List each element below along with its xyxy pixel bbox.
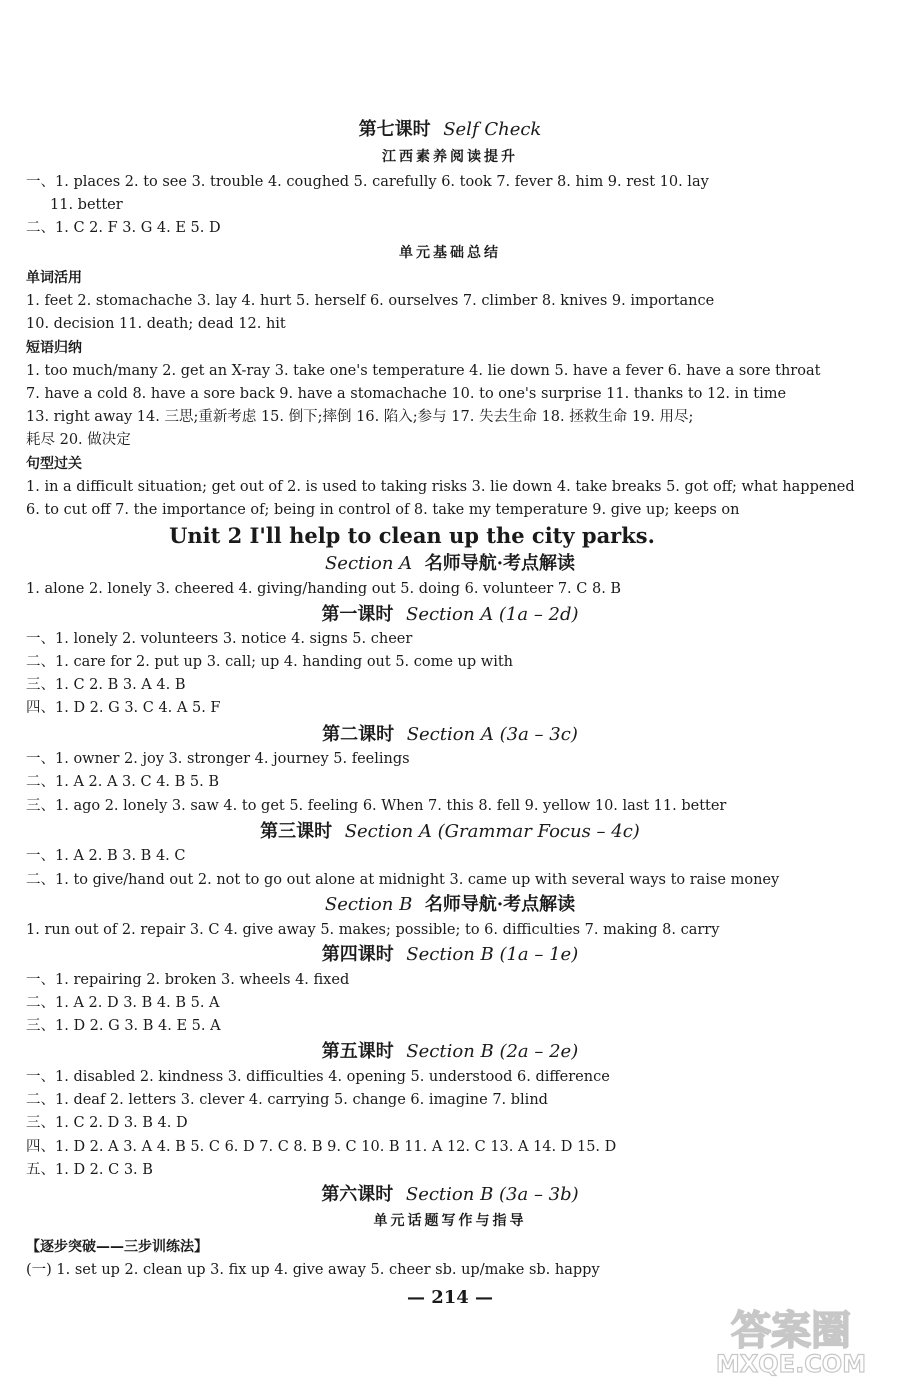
lesson7-part1-line: 一、1. places 2. to see 3. trouble 4. coughed 5. carefully 6. took 7. fever 8. him 9. rest 10. lay xyxy=(26,174,709,190)
page-number: — 214 — xyxy=(406,1287,494,1308)
lesson6-heading: 第六课时 Section B (3a – 3b) xyxy=(321,1184,579,1205)
lesson2-line: 一、1. owner 2. joy 3. stronger 4. journey 5. feelings xyxy=(26,751,410,767)
lesson1-heading: 第一课时 Section A (1a – 2d) xyxy=(321,604,579,625)
lesson2-line: 三、1. ago 2. lonely 3. saw 4. to get 5. feeling 6. When 7. this 8. fell 9. yellow 10. last 11. better xyxy=(26,798,727,814)
lesson4-heading: 第四课时 Section B (1a – 1e) xyxy=(321,944,579,965)
lesson4-line: 三、1. D 2. G 3. B 4. E 5. A xyxy=(26,1018,221,1034)
lesson1-line: 三、1. C 2. B 3. A 4. B xyxy=(26,677,186,693)
lesson4-line: 一、1. repairing 2. broken 3. wheels 4. fixed xyxy=(26,972,350,988)
words-label: 单词活用 xyxy=(26,270,82,286)
sectionA-heading: Section A 名师导航·考点解读 xyxy=(324,553,576,574)
lesson7-part2-line: 二、1. C 2. F 3. G 4. E 5. D xyxy=(26,220,221,236)
writing-guide-subheading: 单元话题写作与指导 xyxy=(373,1213,527,1229)
watermark-logo xyxy=(696,1300,886,1378)
lesson4-line: 二、1. A 2. D 3. B 4. B 5. A xyxy=(26,995,220,1011)
lesson3-heading: 第三课时 Section A (Grammar Focus – 4c) xyxy=(260,821,640,842)
lesson5-line: 三、1. C 2. D 3. B 4. D xyxy=(26,1115,188,1131)
lesson1-line: 一、1. lonely 2. volunteers 3. notice 4. signs 5. cheer xyxy=(26,631,413,647)
phrases-line: 7. have a cold 8. have a sore back 9. have a stomachache 10. to one's surprise 11. thanks to 12. in time xyxy=(26,386,787,402)
unit2-title: Unit 2 I'll help to clean up the city parks. xyxy=(169,523,655,548)
unit-summary-subheading: 单元基础总结 xyxy=(399,245,501,261)
phrases-line: 1. too much/many 2. get an X-ray 3. take one's temperature 4. lie down 5. have a fever 6. have a sore throat xyxy=(26,363,821,379)
lesson3-line: 一、1. A 2. B 3. B 4. C xyxy=(26,848,186,864)
lesson6-line: (一) 1. set up 2. clean up 3. fix up 4. give away 5. cheer sb. up/make sb. happy xyxy=(26,1262,600,1278)
lesson7-part1-line: 11. better xyxy=(50,197,123,213)
lesson5-line: 五、1. D 2. C 3. B xyxy=(26,1162,153,1178)
words-line: 10. decision 11. death; dead 12. hit xyxy=(26,316,286,332)
lesson2-line: 二、1. A 2. A 3. C 4. B 5. B xyxy=(26,774,220,790)
lesson5-heading: 第五课时 Section B (2a – 2e) xyxy=(321,1041,579,1062)
lesson7-heading: 第七课时 Self Check xyxy=(358,119,542,140)
lesson5-line: 四、1. D 2. A 3. A 4. B 5. C 6. D 7. C 8. B 9. C 10. B 11. A 12. C 13. A 14. D 15. D xyxy=(26,1139,617,1155)
sectionB-line: 1. run out of 2. repair 3. C 4. give away 5. makes; possible; to 6. difficulties 7. making 8. carry xyxy=(26,922,720,938)
sentences-line: 1. in a difficult situation; get out of 2. is used to taking risks 3. lie down 4. take breaks 5. got off; what happened xyxy=(26,479,855,495)
sentences-line: 6. to cut off 7. the importance of; being in control of 8. take my temperature 9. give up; keeps on xyxy=(26,502,740,518)
phrases-line: 耗尽 20. 做决定 xyxy=(26,432,131,448)
watermark-small-text: MXQE.COM xyxy=(715,1350,867,1378)
lesson2-heading: 第二课时 Section A (3a – 3c) xyxy=(322,724,578,745)
lesson5-line: 一、1. disabled 2. kindness 3. difficulties 4. opening 5. understood 6. difference xyxy=(26,1069,610,1085)
phrases-line: 13. right away 14. 三思;重新考虑 15. 倒下;摔倒 16. 陷入;参与 17. 失去生命 18. 拯救生命 19. 用尽; xyxy=(26,409,694,425)
sentences-label: 句型过关 xyxy=(26,456,82,472)
phrases-label: 短语归纳 xyxy=(26,340,82,356)
words-line: 1. feet 2. stomachache 3. lay 4. hurt 5. herself 6. ourselves 7. climber 8. knives 9. importance xyxy=(26,293,715,309)
lesson3-line: 二、1. to give/hand out 2. not to go out alone at midnight 3. came up with several ways to raise money xyxy=(26,872,780,888)
lesson1-line: 二、1. care for 2. put up 3. call; up 4. handing out 5. come up with xyxy=(26,654,514,670)
sectionA-line: 1. alone 2. lonely 3. cheered 4. giving/handing out 5. doing 6. volunteer 7. C 8. B xyxy=(26,581,622,597)
watermark-big-text: 答案圈 xyxy=(731,1308,851,1354)
lesson1-line: 四、1. D 2. G 3. C 4. A 5. F xyxy=(26,700,221,716)
lesson5-line: 二、1. deaf 2. letters 3. clever 4. carrying 5. change 6. imagine 7. blind xyxy=(26,1092,548,1108)
sectionB-heading: Section B 名师导航·考点解读 xyxy=(324,894,576,915)
jiangxi-reading-subheading: 江西素养阅读提升 xyxy=(382,149,518,165)
step-training-label: 【逐步突破——三步训练法】 xyxy=(26,1239,208,1255)
